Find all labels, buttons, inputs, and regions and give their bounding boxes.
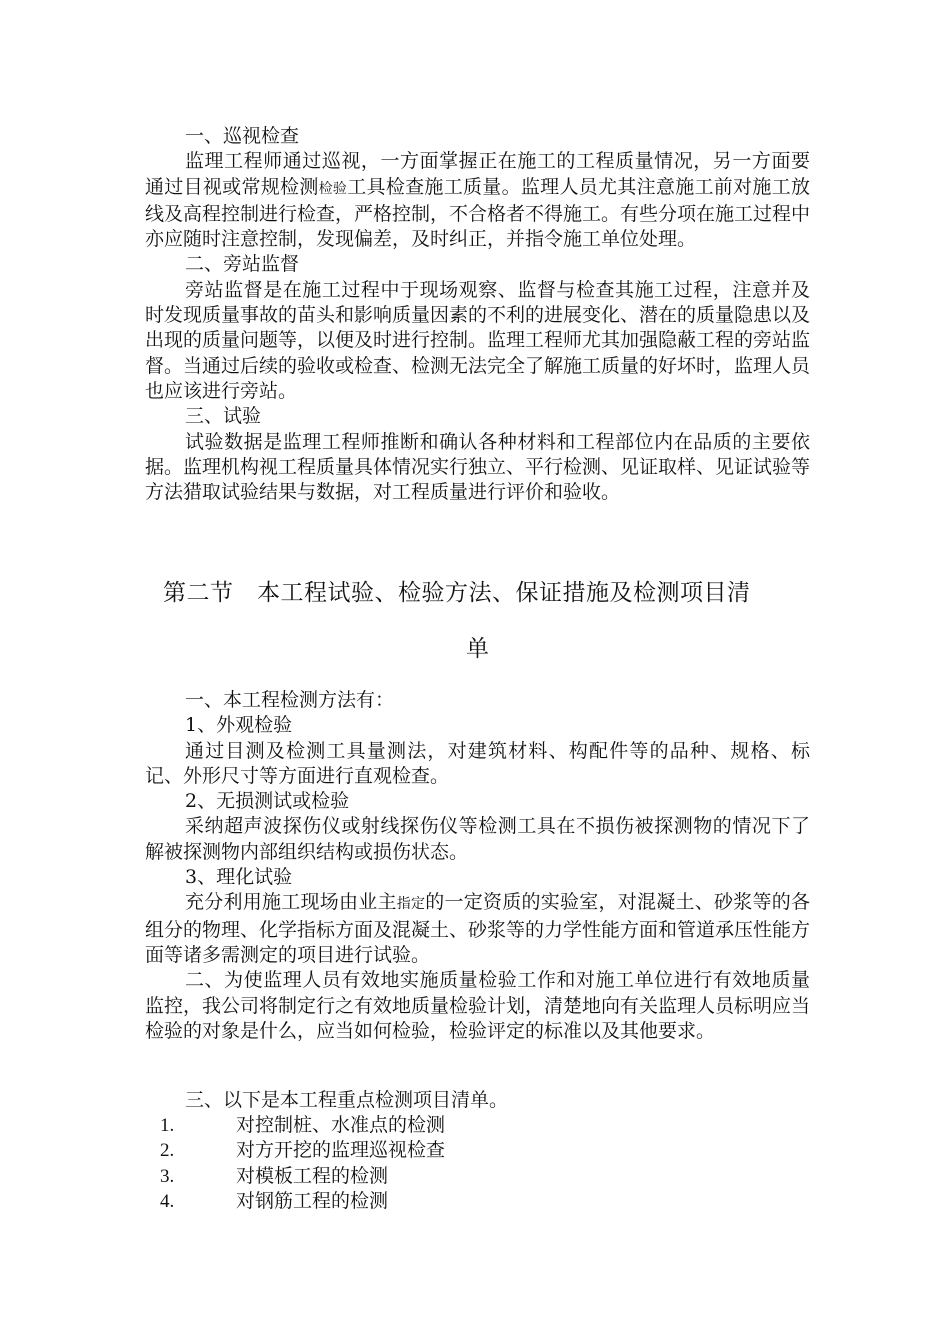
small-inline-text: 检验 xyxy=(318,180,348,197)
method-2-title: 2、无损测试或检验 xyxy=(185,790,350,813)
heading-testing: 三、试验 xyxy=(185,405,262,428)
list-item xyxy=(160,1113,760,1138)
paragraph-side-supervision: 旁站监督是在施工过程中于现场观察、监督与检查其施工过程，注意并及时发现质量事故的苗头和影响质量因素的不利的进展变化、潜在的质量隐患以及出现的质量问题等，以便及时进行控制。监理工程师尤其加强隐蔽工程的旁站监督。当通过后续的验收或检查、检测无法完全了解施工质量的好坏时，监理人员也应该进行旁站。 xyxy=(145,278,811,402)
paragraph-text: 充分利用施工现场由业主 xyxy=(185,891,397,914)
list-item-text: 对模板工程的检测 xyxy=(236,1164,389,1187)
small-inline-text: 指定 xyxy=(396,896,426,913)
paragraph-quality-plan: 二、为使监理人员有效地实施质量检验工作和对施工单位进行有效地质量监控，我公司将制定行之有效地质量检验计划，清楚地向有关监理人员标明应当检验的对象是什么，应当如何检验，检验评定的标准以及其他要求。 xyxy=(145,969,811,1042)
heading-side-supervision: 二、旁站监督 xyxy=(185,253,300,276)
paragraph-patrol-inspection xyxy=(145,149,810,252)
list-item-number: 1. xyxy=(160,1115,175,1136)
section-inspection-methods xyxy=(145,124,810,505)
list-item-number: 4. xyxy=(160,1190,175,1212)
list-item-text: 对控制桩、水准点的检测 xyxy=(236,1114,446,1136)
list-item xyxy=(160,1189,760,1214)
list-item xyxy=(160,1138,760,1163)
section-title-line-1: 第二节 本工程试验、检验方法、保证措施及检测项目清 xyxy=(163,580,751,606)
list-item-number: 3. xyxy=(160,1165,175,1187)
key-inspection-list xyxy=(160,1113,760,1214)
list-intro: 三、以下是本工程重点检测项目清单。 xyxy=(185,1089,509,1111)
paragraph-text: 监理工程师通过巡视，一方面掌握正在施工的工程质量情况，另一方面要通过目视或常规检测 xyxy=(145,150,810,198)
list-item xyxy=(160,1164,760,1189)
methods-intro: 一、本工程检测方法有： xyxy=(185,689,395,711)
paragraph-testing: 试验数据是监理工程师推断和确认各种材料和工程部位内在品质的主要依据。监理机构视工程质量具体情况实行独立、平行检测、见证取样、见证试验等方法猎取试验结果与数据，对工程质量进行评价和验收。 xyxy=(145,430,811,504)
section-test-methods xyxy=(145,688,810,1044)
method-1-text: 通过目测及检测工具量测法，对建筑材料、构配件等的品种、规格、标记、外形尺寸等方面进行直观检查。 xyxy=(145,739,810,787)
paragraph-text: 的一定资质的实验室，对混凝土、砂浆等的各组分的物理、化学指标方面及混凝土、砂浆等的力学性能方面和管道承压性能方面等诸多需测定的项目进行试验。 xyxy=(145,891,811,966)
method-1-title: 1、外观检验 xyxy=(185,714,293,737)
list-intro-block xyxy=(145,1088,810,1113)
method-3-text xyxy=(145,890,810,968)
paragraph-text: 工具检查施工质量。监理人员尤其注意施工前对施工放线及高程控制进行检查，严格控制，不合格者不得施工。有些分项在施工过程中亦应随时注意控制，发现偏差，及时纠正，并指令施工单位处理。 xyxy=(145,175,811,251)
section-title xyxy=(145,578,810,664)
list-item-number: 2. xyxy=(160,1140,175,1162)
section-title-line-2: 单 xyxy=(466,636,489,662)
method-2-text: 采纳超声波探伤仪或射线探伤仪等检测工具在不损伤被探测物的情况下了解被探测物内部组织结构或损伤状态。 xyxy=(145,815,810,863)
list-item-text: 对方开挖的监理巡视检查 xyxy=(236,1139,446,1162)
heading-patrol-inspection: 一、巡视检查 xyxy=(185,125,300,147)
method-3-title: 3、理化试验 xyxy=(185,866,293,889)
list-item-text: 对钢筋工程的检测 xyxy=(236,1189,389,1212)
